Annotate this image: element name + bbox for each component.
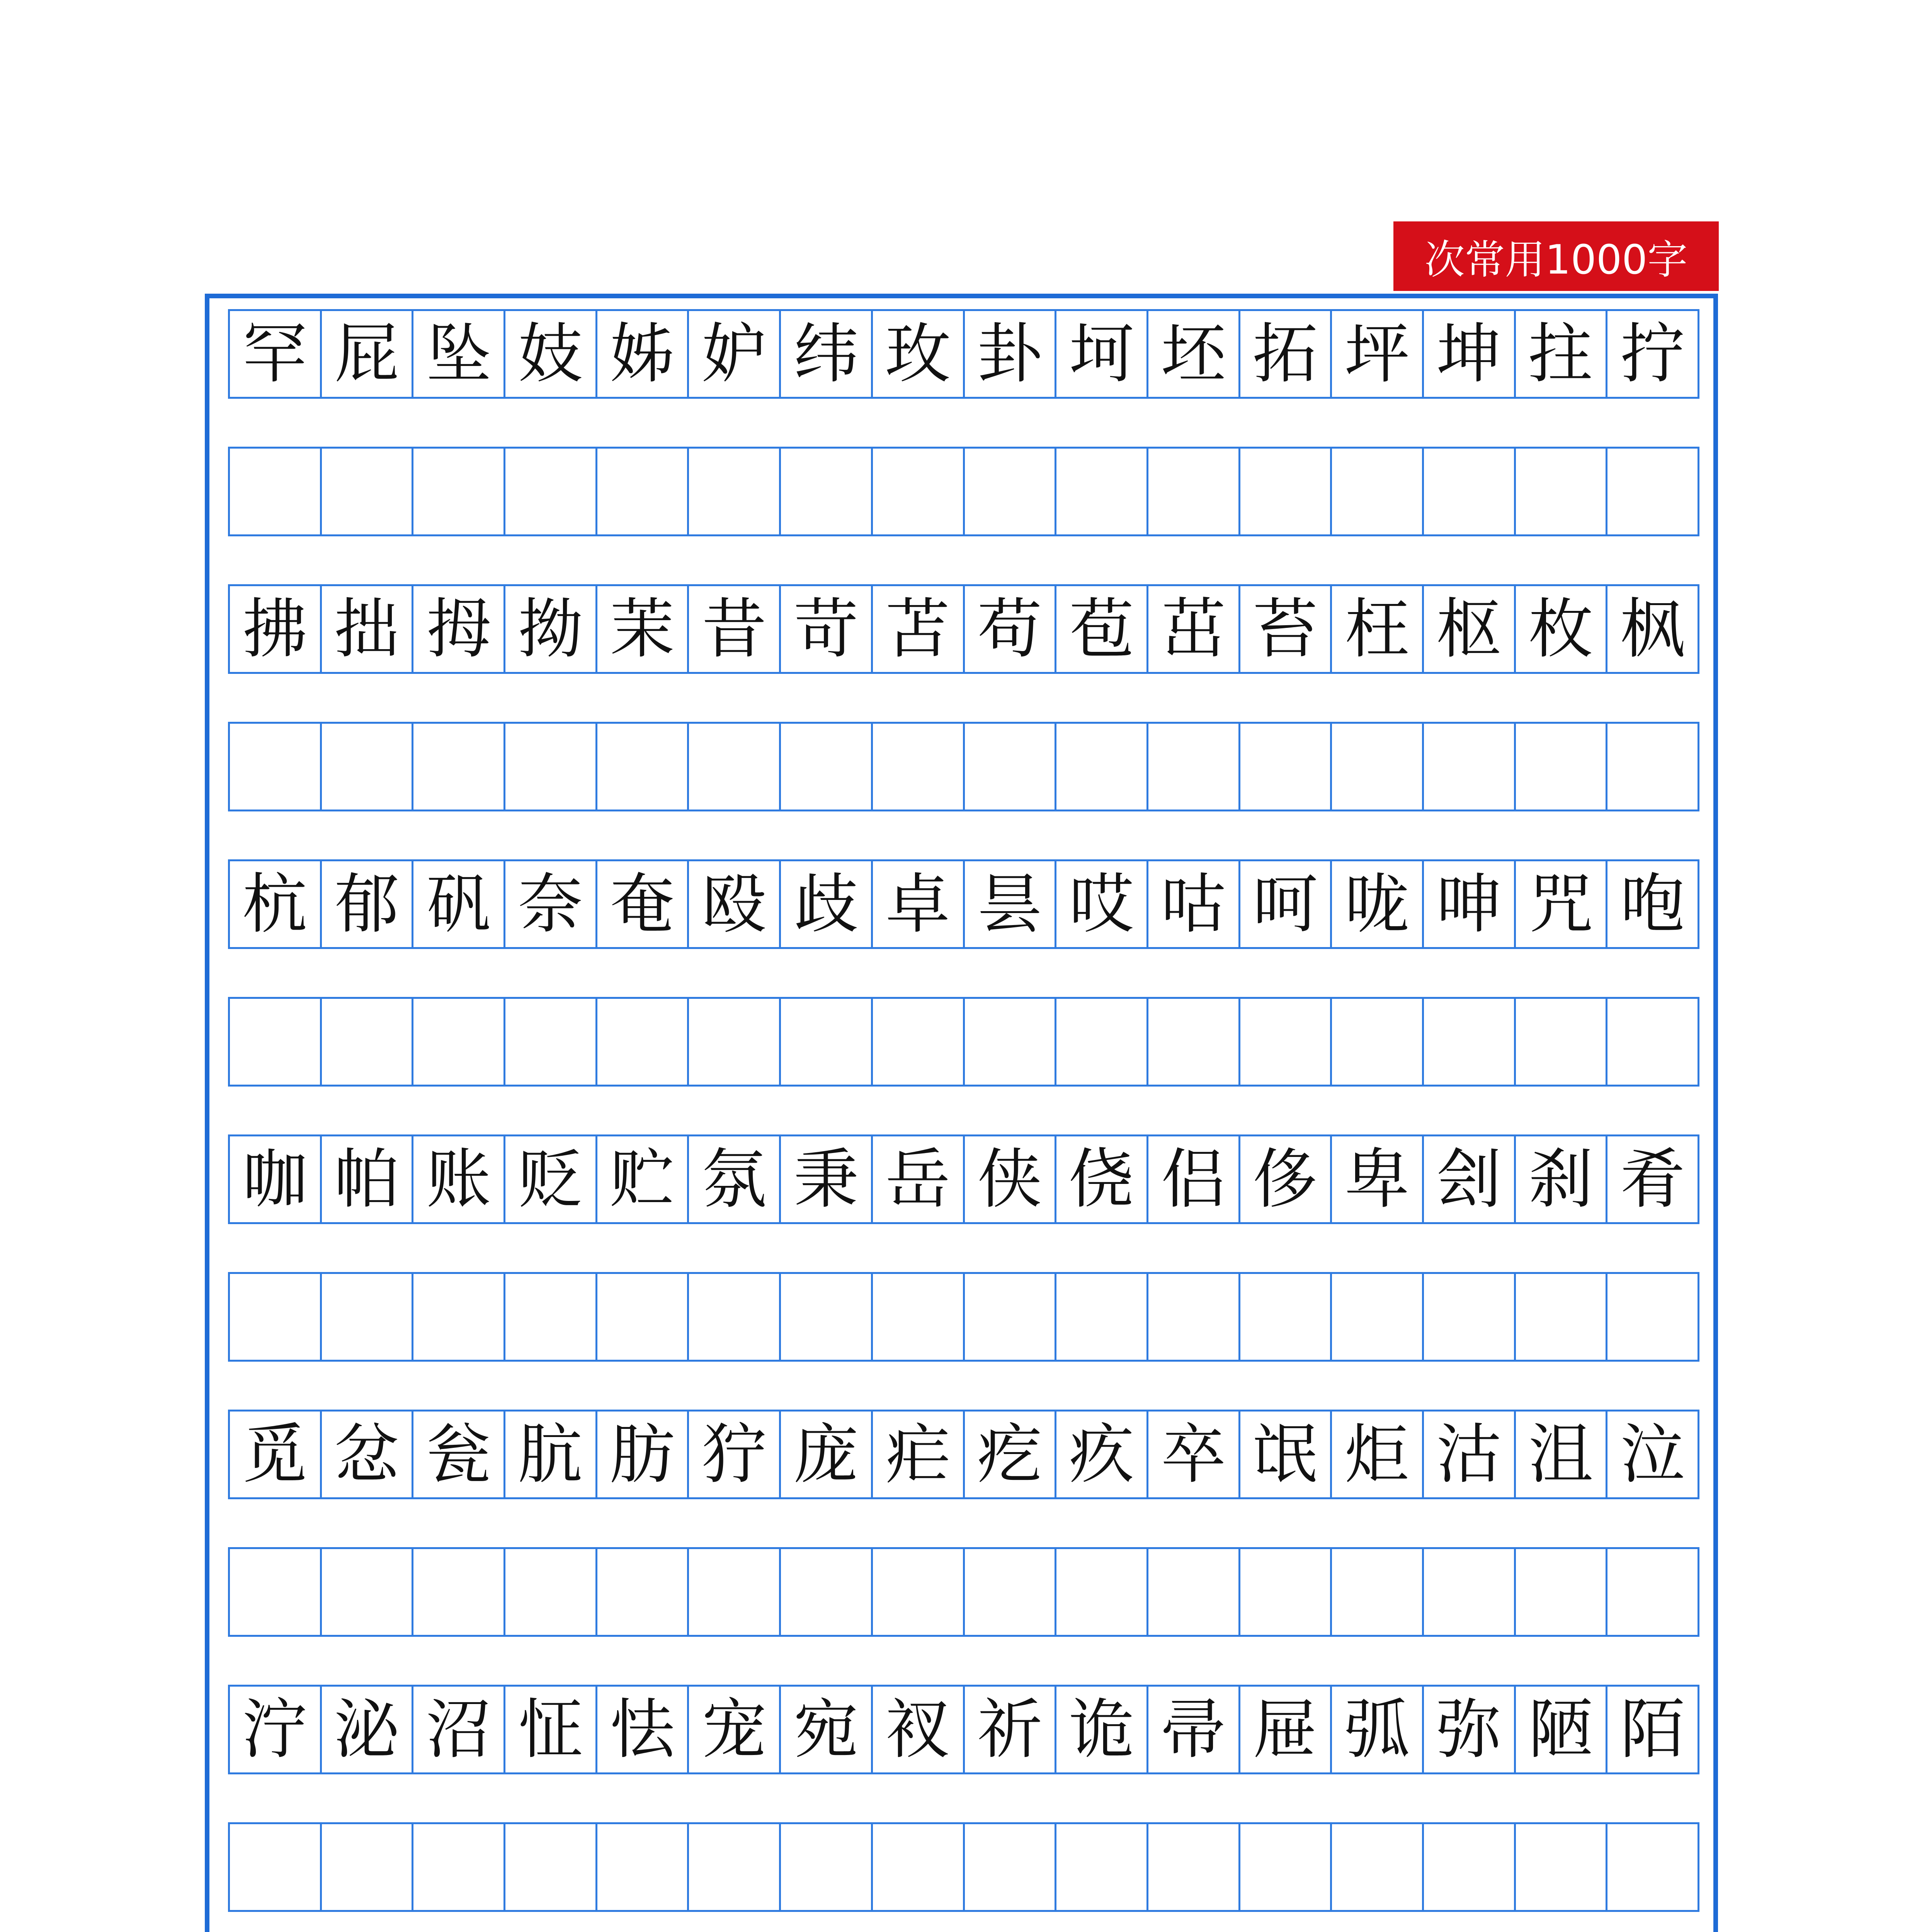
- character-cell: 昙: [965, 861, 1057, 949]
- blank-practice-cell: [965, 449, 1057, 536]
- character-cell: 泣: [1607, 1412, 1699, 1499]
- blank-practice-cell: [1240, 724, 1332, 811]
- character-cell: 拄: [1516, 311, 1608, 399]
- character-cell: 氛: [689, 1136, 781, 1224]
- blank-practice-cell: [322, 1824, 414, 1912]
- character-cell: 拙: [322, 586, 414, 674]
- character-cell: 拧: [1607, 311, 1699, 399]
- blank-practice-cell: [965, 1549, 1057, 1637]
- character-cell: 姊: [597, 311, 689, 399]
- practice-row: [228, 722, 1699, 811]
- character-cell: 贬: [505, 1136, 597, 1224]
- blank-practice-cell: [1607, 999, 1699, 1087]
- blank-practice-cell: [873, 1549, 965, 1637]
- character-cell: 侠: [965, 1136, 1057, 1224]
- blank-practice-cell: [873, 724, 965, 811]
- character-cell: 瓮: [413, 1412, 505, 1499]
- character-cell: 罕: [230, 311, 322, 399]
- character-cell: 泌: [322, 1687, 414, 1774]
- character-cell: 觅: [230, 1412, 322, 1499]
- character-cell: 帕: [322, 1136, 414, 1224]
- character-cell: 奈: [505, 861, 597, 949]
- character-cell: 侥: [1056, 1136, 1148, 1224]
- blank-practice-cell: [689, 1824, 781, 1912]
- blank-practice-cell: [1332, 1549, 1424, 1637]
- blank-practice-cell: [965, 1824, 1057, 1912]
- blank-practice-cell: [597, 1824, 689, 1912]
- character-cell: 奄: [597, 861, 689, 949]
- character-row: [228, 584, 1699, 674]
- character-cell: 弧: [1332, 1687, 1424, 1774]
- blank-practice-cell: [1056, 1274, 1148, 1362]
- character-cell: 沼: [413, 1687, 505, 1774]
- character-cell: 宠: [689, 1687, 781, 1774]
- character-cell: 玫: [873, 311, 965, 399]
- blank-practice-cell: [1148, 1824, 1240, 1912]
- blank-practice-cell: [873, 449, 965, 536]
- character-cell: 宛: [781, 1687, 873, 1774]
- blank-practice-cell: [413, 999, 505, 1087]
- character-cell: 帚: [1148, 1687, 1240, 1774]
- blank-practice-cell: [1607, 1274, 1699, 1362]
- blank-practice-cell: [1056, 999, 1148, 1087]
- blank-practice-cell: [230, 724, 322, 811]
- blank-practice-cell: [1607, 724, 1699, 811]
- blank-practice-cell: [230, 1824, 322, 1912]
- character-cell: 矾: [413, 861, 505, 949]
- character-row: [228, 1685, 1699, 1774]
- blank-practice-cell: [597, 1549, 689, 1637]
- blank-practice-cell: [413, 1824, 505, 1912]
- character-cell: 坷: [1056, 311, 1148, 399]
- blank-practice-cell: [505, 1549, 597, 1637]
- blank-practice-cell: [322, 999, 414, 1087]
- blank-practice-cell: [1424, 1824, 1516, 1912]
- blank-practice-cell: [689, 724, 781, 811]
- blank-practice-cell: [781, 724, 873, 811]
- character-cell: 肪: [597, 1412, 689, 1499]
- character-cell: 诡: [1056, 1687, 1148, 1774]
- character-cell: 哎: [1056, 861, 1148, 949]
- blank-practice-cell: [781, 999, 873, 1087]
- practice-row: [228, 1822, 1699, 1912]
- character-cell: 苟: [965, 586, 1057, 674]
- blank-practice-cell: [505, 1824, 597, 1912]
- character-cell: 茁: [1148, 586, 1240, 674]
- blank-practice-cell: [1056, 724, 1148, 811]
- blank-practice-cell: [1516, 724, 1608, 811]
- blank-practice-cell: [1332, 999, 1424, 1087]
- character-cell: 疟: [873, 1412, 965, 1499]
- character-cell: 炬: [1332, 1412, 1424, 1499]
- character-cell: 贮: [597, 1136, 689, 1224]
- blank-practice-cell: [597, 449, 689, 536]
- character-cell: 郁: [322, 861, 414, 949]
- blank-practice-cell: [1516, 1824, 1608, 1912]
- character-cell: 纬: [781, 311, 873, 399]
- blank-practice-cell: [1056, 449, 1148, 536]
- character-cell: 疙: [965, 1412, 1057, 1499]
- character-cell: 狞: [689, 1412, 781, 1499]
- blank-practice-cell: [1240, 1274, 1332, 1362]
- character-cell: 咙: [1332, 861, 1424, 949]
- character-cell: 侣: [1148, 1136, 1240, 1224]
- character-row: [228, 1134, 1699, 1224]
- character-cell: 衩: [873, 1687, 965, 1774]
- character-cell: 怔: [505, 1687, 597, 1774]
- blank-practice-cell: [1516, 1549, 1608, 1637]
- character-cell: 呵: [1240, 861, 1332, 949]
- character-cell: 陌: [1607, 1687, 1699, 1774]
- character-cell: 枢: [1424, 586, 1516, 674]
- character-cell: 咕: [1148, 861, 1240, 949]
- character-cell: 泞: [230, 1687, 322, 1774]
- character-row: [228, 309, 1699, 399]
- character-cell: 茉: [597, 586, 689, 674]
- character-cell: 枉: [1332, 586, 1424, 674]
- character-cell: 坪: [1332, 311, 1424, 399]
- blank-practice-cell: [1148, 724, 1240, 811]
- character-cell: 氓: [1240, 1412, 1332, 1499]
- blank-practice-cell: [1240, 449, 1332, 536]
- character-cell: 咖: [230, 1136, 322, 1224]
- character-cell: 庞: [781, 1412, 873, 1499]
- blank-practice-cell: [322, 449, 414, 536]
- blank-practice-cell: [597, 999, 689, 1087]
- character-cell: 苞: [1056, 586, 1148, 674]
- character-cell: 卒: [1148, 1412, 1240, 1499]
- character-cell: 卓: [873, 861, 965, 949]
- blank-practice-cell: [1056, 1549, 1148, 1637]
- blank-practice-cell: [1056, 1824, 1148, 1912]
- practice-row: [228, 1272, 1699, 1362]
- blank-practice-cell: [413, 724, 505, 811]
- blank-practice-cell: [1332, 1824, 1424, 1912]
- blank-practice-cell: [322, 724, 414, 811]
- blank-practice-cell: [689, 1274, 781, 1362]
- character-cell: 拇: [413, 586, 505, 674]
- character-cell: 怯: [597, 1687, 689, 1774]
- blank-practice-cell: [413, 449, 505, 536]
- category-tag: 次常用1000字: [1393, 221, 1719, 291]
- character-cell: 弥: [1424, 1687, 1516, 1774]
- character-cell: 苫: [873, 586, 965, 674]
- blank-practice-cell: [230, 1274, 322, 1362]
- character-cell: 咆: [1607, 861, 1699, 949]
- blank-practice-cell: [873, 1824, 965, 1912]
- character-cell: 陋: [1516, 1687, 1608, 1774]
- blank-practice-cell: [230, 1549, 322, 1637]
- blank-practice-cell: [1240, 1824, 1332, 1912]
- blank-practice-cell: [1240, 999, 1332, 1087]
- blank-practice-cell: [230, 449, 322, 536]
- character-cell: 妒: [689, 311, 781, 399]
- blank-practice-cell: [1148, 449, 1240, 536]
- blank-practice-cell: [597, 1274, 689, 1362]
- blank-practice-cell: [1332, 449, 1424, 536]
- blank-practice-cell: [965, 724, 1057, 811]
- blank-practice-cell: [873, 1274, 965, 1362]
- blank-practice-cell: [1607, 1824, 1699, 1912]
- blank-practice-cell: [322, 1274, 414, 1362]
- blank-practice-cell: [965, 1274, 1057, 1362]
- blank-practice-cell: [505, 724, 597, 811]
- character-cell: 拗: [505, 586, 597, 674]
- blank-practice-cell: [873, 999, 965, 1087]
- practice-row: [228, 447, 1699, 536]
- blank-practice-cell: [965, 999, 1057, 1087]
- character-cell: 卑: [1332, 1136, 1424, 1224]
- blank-practice-cell: [1148, 1549, 1240, 1637]
- blank-practice-cell: [1607, 449, 1699, 536]
- character-cell: 忿: [322, 1412, 414, 1499]
- blank-practice-cell: [505, 1274, 597, 1362]
- blank-practice-cell: [689, 1549, 781, 1637]
- character-cell: 枫: [1607, 586, 1699, 674]
- blank-practice-cell: [1516, 999, 1608, 1087]
- blank-practice-cell: [781, 1274, 873, 1362]
- character-cell: 昔: [689, 586, 781, 674]
- blank-practice-cell: [781, 1824, 873, 1912]
- character-cell: 枚: [1516, 586, 1608, 674]
- character-cell: 沮: [1516, 1412, 1608, 1499]
- blank-practice-cell: [1516, 449, 1608, 536]
- character-cell: 疚: [1056, 1412, 1148, 1499]
- blank-practice-cell: [505, 999, 597, 1087]
- character-cell: 屉: [1240, 1687, 1332, 1774]
- character-cell: 苔: [1240, 586, 1332, 674]
- blank-practice-cell: [505, 449, 597, 536]
- blank-practice-cell: [413, 1274, 505, 1362]
- blank-practice-cell: [1424, 724, 1516, 811]
- character-cell: 肴: [1607, 1136, 1699, 1224]
- blank-practice-cell: [1332, 724, 1424, 811]
- blank-practice-cell: [781, 1549, 873, 1637]
- practice-row: [228, 1547, 1699, 1637]
- blank-practice-cell: [1148, 1274, 1240, 1362]
- character-cell: 侈: [1240, 1136, 1332, 1224]
- character-row: [228, 859, 1699, 949]
- blank-practice-cell: [1516, 1274, 1608, 1362]
- character-cell: 屁: [322, 311, 414, 399]
- character-cell: 卦: [965, 311, 1057, 399]
- character-cell: 坠: [413, 311, 505, 399]
- character-cell: 咒: [1516, 861, 1608, 949]
- character-cell: 坯: [1148, 311, 1240, 399]
- blank-practice-cell: [1332, 1274, 1424, 1362]
- character-cell: 苛: [781, 586, 873, 674]
- blank-practice-cell: [597, 724, 689, 811]
- character-cell: 殴: [689, 861, 781, 949]
- blank-practice-cell: [1424, 1549, 1516, 1637]
- blank-practice-cell: [230, 999, 322, 1087]
- character-cell: 呻: [1424, 861, 1516, 949]
- character-row: [228, 1410, 1699, 1499]
- blank-practice-cell: [689, 449, 781, 536]
- practice-row: [228, 997, 1699, 1087]
- blank-practice-cell: [1424, 999, 1516, 1087]
- character-cell: 刹: [1516, 1136, 1608, 1224]
- character-cell: 账: [413, 1136, 505, 1224]
- character-cell: 秉: [781, 1136, 873, 1224]
- blank-practice-cell: [1240, 1549, 1332, 1637]
- blank-practice-cell: [322, 1549, 414, 1637]
- blank-practice-cell: [781, 449, 873, 536]
- character-cell: 拓: [1240, 311, 1332, 399]
- character-cell: 妓: [505, 311, 597, 399]
- blank-practice-cell: [1424, 1274, 1516, 1362]
- character-cell: 祈: [965, 1687, 1057, 1774]
- character-cell: 坤: [1424, 311, 1516, 399]
- blank-practice-cell: [1424, 449, 1516, 536]
- blank-practice-cell: [413, 1549, 505, 1637]
- character-cell: 岳: [873, 1136, 965, 1224]
- blank-practice-cell: [1148, 999, 1240, 1087]
- character-cell: 杭: [230, 861, 322, 949]
- character-cell: 刽: [1424, 1136, 1516, 1224]
- character-cell: 拂: [230, 586, 322, 674]
- character-cell: 肮: [505, 1412, 597, 1499]
- blank-practice-cell: [1607, 1549, 1699, 1637]
- blank-practice-cell: [689, 999, 781, 1087]
- character-cell: 歧: [781, 861, 873, 949]
- character-cell: 沽: [1424, 1412, 1516, 1499]
